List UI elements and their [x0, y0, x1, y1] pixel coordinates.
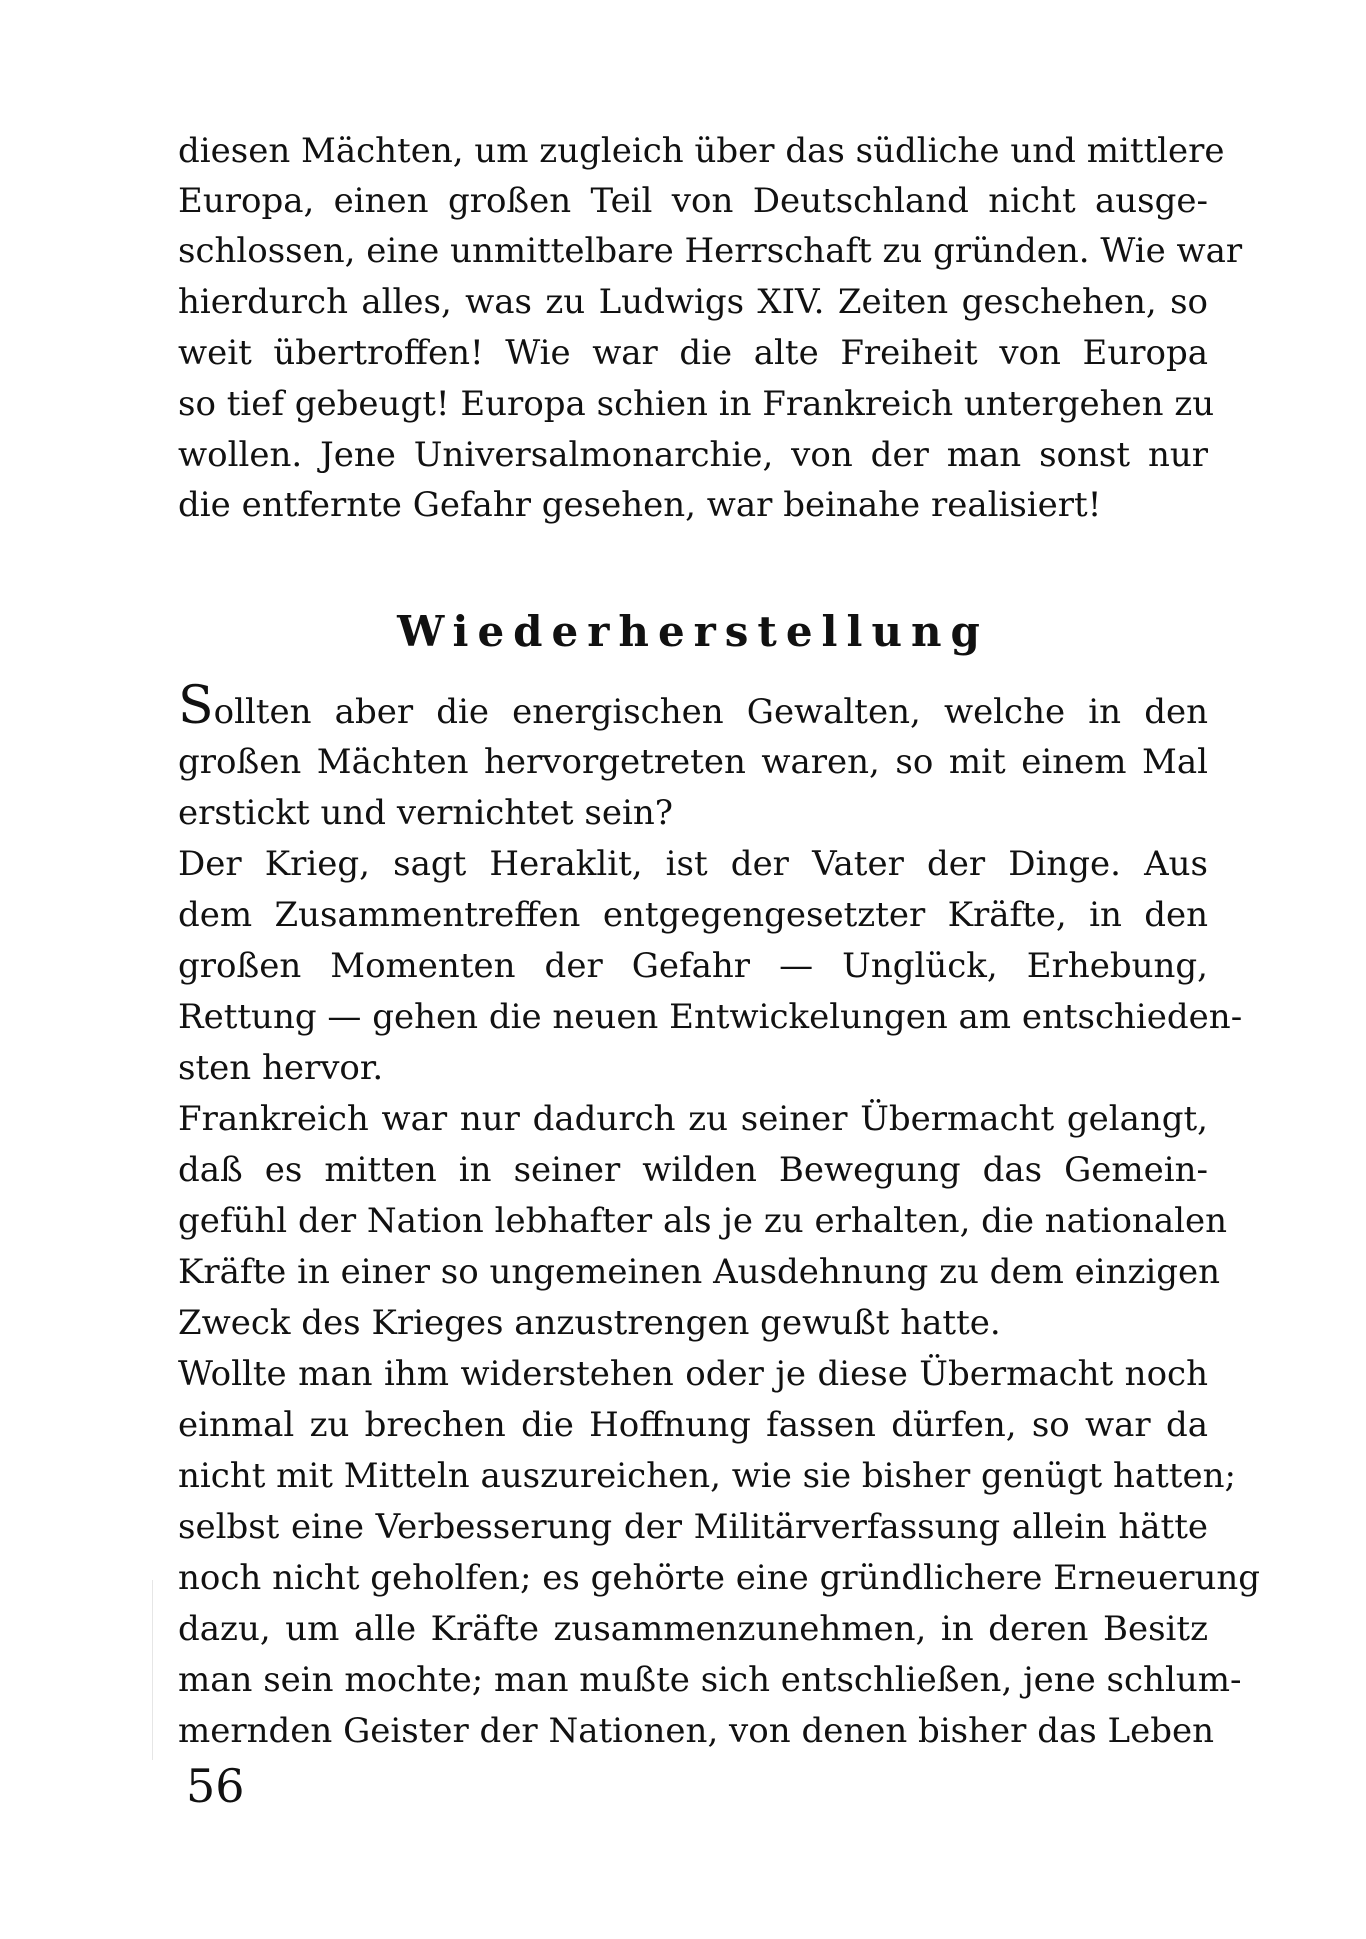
text-line: dem Zusammentreffen entgegengesetzter Kräfte, in den: [178, 895, 1208, 935]
text-line: so tief gebeugt! Europa schien in Frankreich untergehen zu: [178, 384, 1215, 424]
text-line: großen Mächten hervorgetreten waren, so mit einem Mal: [178, 742, 1208, 782]
text-line: mernden Geister der Nationen, von denen bisher das Leben: [178, 1711, 1214, 1751]
text-line: die entfernte Gefahr gesehen, war beinahe realisiert!: [178, 485, 1102, 525]
text-line: noch nicht geholfen; es gehörte eine gründlichere Erneuerung: [178, 1558, 1261, 1598]
text-line: wollen. Jene Universalmonarchie, von der man sonst nur: [178, 435, 1208, 475]
page-number: 56: [186, 1759, 245, 1813]
text-line: hierdurch alles, was zu Ludwigs XIV. Zeiten geschehen, so: [178, 282, 1208, 322]
text-line: selbst eine Verbesserung der Militärverfassung allein hätte: [178, 1507, 1208, 1547]
section-heading: Wiederherstellung: [397, 607, 989, 656]
text-line: großen Momenten der Gefahr — Unglück, Erhebung,: [178, 946, 1208, 986]
text-line: Kräfte in einer so ungemeinen Ausdehnung zu dem einzigen: [178, 1252, 1221, 1292]
text-line: Frankreich war nur dadurch zu seiner Übermacht gelangt,: [178, 1099, 1208, 1139]
text-line-with-initial: [178, 676, 1208, 737]
text-line: Der Krieg, sagt Heraklit, ist der Vater der Dinge. Aus: [178, 844, 1208, 884]
text-line: Wollte man ihm widerstehen oder je diese Übermacht noch: [178, 1354, 1208, 1394]
text-line: man sein mochte; man mußte sich entschließen, jene schlum-: [178, 1660, 1242, 1700]
text-line: nicht mit Mitteln auszureichen, wie sie bisher genügt hatten;: [178, 1456, 1236, 1496]
text-line: erstickt und vernichtet sein?: [178, 793, 673, 833]
text-line: dazu, um alle Kräfte zusammenzunehmen, in deren Besitz: [178, 1609, 1208, 1649]
text-line-rest: ollten aber die energischen Gewalten, welche in den: [213, 692, 1208, 732]
text-line: sten hervor.: [178, 1048, 384, 1088]
scan-margin-mark: [152, 1580, 153, 1760]
text-line: gefühl der Nation lebhafter als je zu erhalten, die nationalen: [178, 1201, 1227, 1241]
text-line: schlossen, eine unmittelbare Herrschaft zu gründen. Wie war: [178, 231, 1243, 271]
text-line: Europa, einen großen Teil von Deutschland nicht ausge-: [178, 181, 1208, 221]
text-line: Zweck des Krieges anzustrengen gewußt hatte.: [178, 1303, 1001, 1343]
text-line: Rettung — gehen die neuen Entwickelungen am entschieden-: [178, 997, 1243, 1037]
text-line: weit übertroffen! Wie war die alte Freiheit von Europa: [178, 333, 1208, 373]
text-line: diesen Mächten, um zugleich über das südliche und mittlere: [178, 131, 1225, 171]
text-line: einmal zu brechen die Hoffnung fassen dürfen, so war da: [178, 1405, 1208, 1445]
initial-letter: S: [178, 676, 214, 736]
text-line: daß es mitten in seiner wilden Bewegung das Gemein-: [178, 1150, 1208, 1190]
